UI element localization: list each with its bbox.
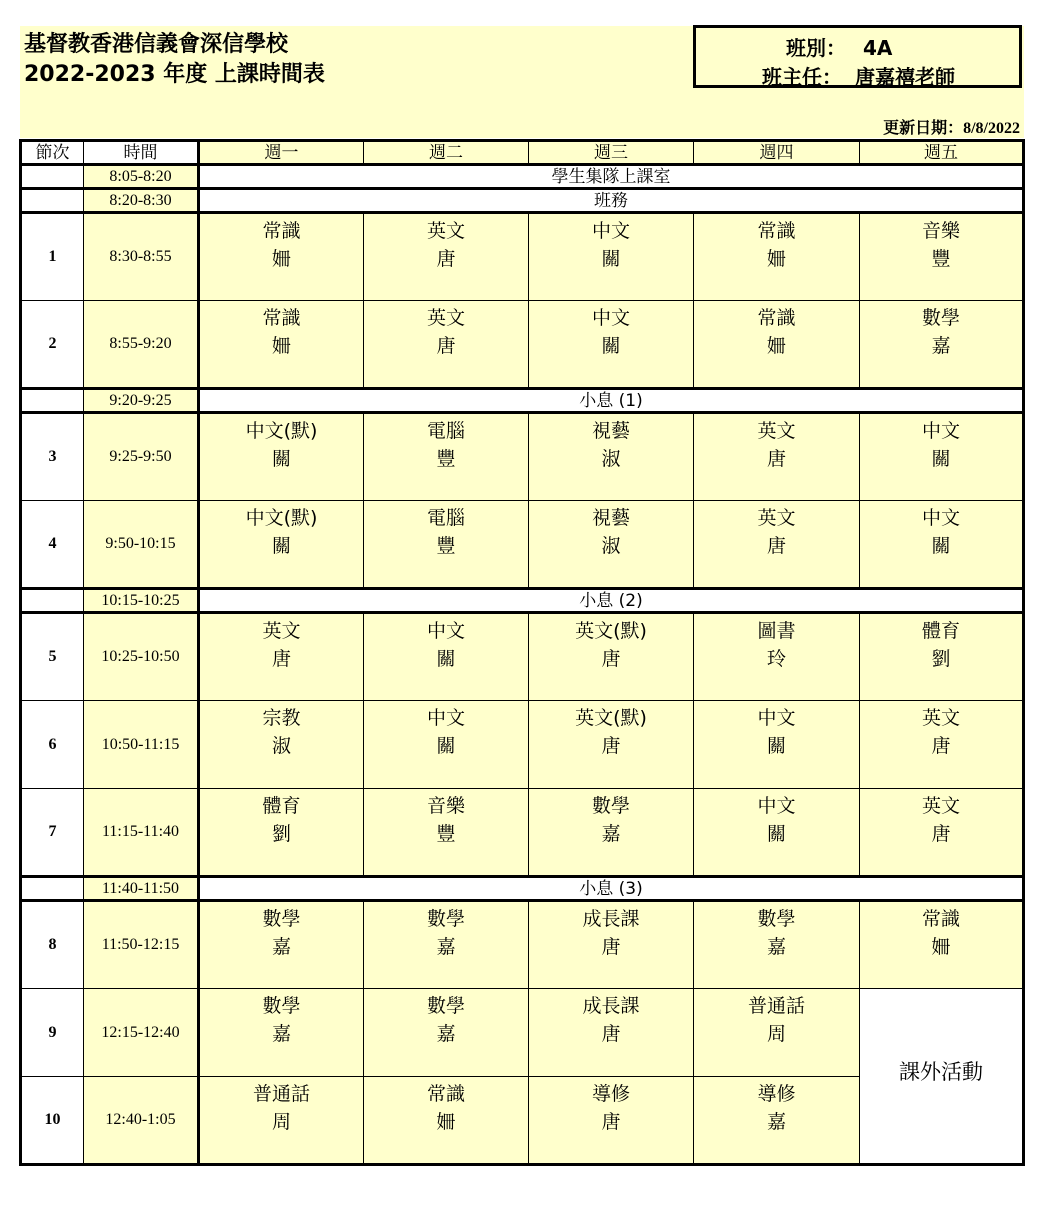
lesson-row bbox=[21, 989, 1024, 1077]
class-label: 班別： bbox=[786, 36, 846, 60]
teacher-name: 玲 bbox=[766, 648, 786, 670]
homeroom-teacher-label: 班主任： bbox=[762, 65, 842, 89]
lesson-cell bbox=[364, 501, 529, 589]
period-number: 6 bbox=[21, 701, 84, 789]
period-number: 9 bbox=[21, 989, 84, 1077]
lesson-cell bbox=[199, 701, 364, 789]
period-column-header: 節次 bbox=[21, 141, 84, 165]
extracurricular-cell: 課外活動 bbox=[860, 989, 1024, 1165]
lesson-cell bbox=[199, 301, 364, 389]
teacher-name: 關 bbox=[766, 735, 786, 757]
day-column-header: 週三 bbox=[529, 141, 694, 165]
time-cell: 8:05-8:20 bbox=[84, 165, 199, 189]
teacher-name: 關 bbox=[271, 448, 291, 470]
lesson-cell bbox=[694, 613, 860, 701]
teacher-name: 關 bbox=[766, 823, 786, 845]
subject-name: 圖書 bbox=[757, 620, 796, 642]
break-label: 班務 bbox=[199, 189, 1024, 213]
subject-name: 體育 bbox=[262, 795, 301, 817]
teacher-name: 豐 bbox=[436, 823, 456, 845]
teacher-name: 關 bbox=[601, 248, 621, 270]
time-cell: 11:15-11:40 bbox=[84, 789, 199, 877]
break-label: 學生集隊上課室 bbox=[199, 165, 1024, 189]
teacher-name: 嘉 bbox=[436, 1023, 456, 1045]
lesson-cell bbox=[860, 789, 1024, 877]
subject-name: 宗教 bbox=[262, 707, 301, 729]
period-number: 10 bbox=[21, 1077, 84, 1165]
subject-name: 中文(默) bbox=[245, 507, 318, 529]
subject-name: 英文 bbox=[426, 220, 465, 242]
teacher-name: 唐 bbox=[601, 1111, 621, 1133]
teacher-name: 姍 bbox=[766, 335, 786, 357]
lesson-row bbox=[21, 613, 1024, 701]
teacher-name: 劉 bbox=[271, 823, 291, 845]
subject-name: 電腦 bbox=[426, 420, 465, 442]
period-cell bbox=[21, 589, 84, 613]
lesson-cell bbox=[860, 901, 1024, 989]
subject-name: 導修 bbox=[757, 1083, 796, 1105]
break-row bbox=[21, 389, 1024, 413]
time-cell: 9:20-9:25 bbox=[84, 389, 199, 413]
teacher-name: 關 bbox=[271, 535, 291, 557]
lesson-cell bbox=[199, 213, 364, 301]
time-cell: 10:15-10:25 bbox=[84, 589, 199, 613]
lesson-cell bbox=[199, 613, 364, 701]
teacher-name: 唐 bbox=[931, 735, 951, 757]
lesson-cell bbox=[199, 901, 364, 989]
subject-name: 數學 bbox=[426, 908, 465, 930]
lesson-cell bbox=[364, 789, 529, 877]
teacher-name: 姍 bbox=[436, 1111, 456, 1133]
subject-name: 英文 bbox=[426, 307, 465, 329]
time-cell: 10:25-10:50 bbox=[84, 613, 199, 701]
subject-name: 中文 bbox=[921, 507, 960, 529]
break-row bbox=[21, 589, 1024, 613]
teacher-name: 豐 bbox=[436, 535, 456, 557]
teacher-name: 姍 bbox=[271, 248, 291, 270]
lesson-cell bbox=[364, 301, 529, 389]
updated-label: 更新日期： bbox=[883, 118, 964, 137]
lesson-cell bbox=[529, 301, 694, 389]
period-cell bbox=[21, 877, 84, 901]
timetable bbox=[19, 139, 1025, 1166]
time-cell: 10:50-11:15 bbox=[84, 701, 199, 789]
lesson-cell bbox=[860, 301, 1024, 389]
subject-name: 普通話 bbox=[747, 995, 805, 1017]
subject-name: 數學 bbox=[757, 908, 796, 930]
lesson-cell bbox=[364, 413, 529, 501]
teacher-name: 唐 bbox=[436, 248, 456, 270]
lesson-cell bbox=[199, 989, 364, 1077]
subject-name: 視藝 bbox=[591, 507, 630, 529]
lesson-cell bbox=[860, 501, 1024, 589]
day-column-header: 週四 bbox=[694, 141, 860, 165]
teacher-name: 唐 bbox=[601, 735, 621, 757]
time-cell: 8:55-9:20 bbox=[84, 301, 199, 389]
teacher-name: 唐 bbox=[271, 648, 291, 670]
period-number: 5 bbox=[21, 613, 84, 701]
period-number: 8 bbox=[21, 901, 84, 989]
lesson-row bbox=[21, 701, 1024, 789]
subject-name: 英文 bbox=[262, 620, 301, 642]
lesson-cell bbox=[199, 1077, 364, 1165]
time-column-header: 時間 bbox=[84, 141, 199, 165]
break-label: 小息 (2) bbox=[199, 589, 1024, 613]
time-cell: 8:30-8:55 bbox=[84, 213, 199, 301]
subject-name: 常識 bbox=[262, 307, 301, 329]
lesson-cell bbox=[199, 789, 364, 877]
lesson-cell bbox=[529, 701, 694, 789]
lesson-cell bbox=[364, 901, 529, 989]
subject-name: 體育 bbox=[921, 620, 960, 642]
subject-name: 英文(默) bbox=[575, 620, 647, 642]
subject-name: 常識 bbox=[757, 307, 796, 329]
subject-name: 普通話 bbox=[252, 1083, 310, 1105]
lesson-cell bbox=[529, 789, 694, 877]
lesson-row bbox=[21, 901, 1024, 989]
teacher-name: 姍 bbox=[931, 936, 951, 958]
time-cell: 9:25-9:50 bbox=[84, 413, 199, 501]
subject-name: 中文(默) bbox=[245, 420, 318, 442]
period-cell bbox=[21, 165, 84, 189]
subject-name: 音樂 bbox=[921, 220, 960, 242]
school-title-block bbox=[24, 30, 325, 90]
lesson-cell bbox=[694, 789, 860, 877]
subject-name: 音樂 bbox=[426, 795, 465, 817]
teacher-name: 嘉 bbox=[271, 1023, 291, 1045]
time-cell: 8:20-8:30 bbox=[84, 189, 199, 213]
teacher-name: 周 bbox=[766, 1023, 786, 1045]
subject-name: 中文 bbox=[591, 307, 630, 329]
lesson-cell bbox=[860, 413, 1024, 501]
day-column-header: 週一 bbox=[199, 141, 364, 165]
lesson-cell bbox=[364, 989, 529, 1077]
lesson-cell bbox=[694, 413, 860, 501]
time-cell: 12:15-12:40 bbox=[84, 989, 199, 1077]
subject-name: 中文 bbox=[426, 707, 465, 729]
lesson-cell bbox=[529, 413, 694, 501]
teacher-name: 姍 bbox=[271, 335, 291, 357]
break-row bbox=[21, 877, 1024, 901]
lesson-cell bbox=[529, 989, 694, 1077]
day-column-header: 週五 bbox=[860, 141, 1024, 165]
time-cell: 12:40-1:05 bbox=[84, 1077, 199, 1165]
lesson-cell bbox=[694, 213, 860, 301]
homeroom-teacher-value: 唐嘉禧老師 bbox=[854, 65, 955, 89]
teacher-name: 唐 bbox=[766, 535, 786, 557]
teacher-name: 唐 bbox=[601, 648, 621, 670]
subject-name: 導修 bbox=[591, 1083, 630, 1105]
subject-name: 數學 bbox=[921, 307, 960, 329]
period-cell bbox=[21, 189, 84, 213]
school-name: 基督教香港信義會深信學校 bbox=[24, 32, 289, 57]
subject-name: 數學 bbox=[426, 995, 465, 1017]
lesson-cell bbox=[199, 413, 364, 501]
class-info-box bbox=[693, 25, 1022, 88]
subject-name: 成長課 bbox=[582, 908, 640, 930]
subject-name: 中文 bbox=[426, 620, 465, 642]
teacher-name: 唐 bbox=[601, 936, 621, 958]
time-cell: 11:40-11:50 bbox=[84, 877, 199, 901]
lesson-cell bbox=[860, 213, 1024, 301]
subject-name: 英文 bbox=[757, 507, 796, 529]
teacher-name: 關 bbox=[601, 335, 621, 357]
time-cell: 11:50-12:15 bbox=[84, 901, 199, 989]
lesson-row bbox=[21, 213, 1024, 301]
lesson-cell bbox=[364, 613, 529, 701]
lesson-cell bbox=[694, 1077, 860, 1165]
lesson-row bbox=[21, 301, 1024, 389]
teacher-name: 唐 bbox=[601, 1023, 621, 1045]
lesson-cell bbox=[860, 701, 1024, 789]
table-header-row bbox=[21, 141, 1024, 165]
subject-name: 英文(默) bbox=[575, 707, 647, 729]
subject-name: 常識 bbox=[426, 1083, 465, 1105]
subject-name: 中文 bbox=[591, 220, 630, 242]
subject-name: 視藝 bbox=[591, 420, 630, 442]
teacher-name: 劉 bbox=[931, 648, 951, 670]
class-value: 4A bbox=[862, 36, 893, 60]
period-number: 2 bbox=[21, 301, 84, 389]
lesson-cell bbox=[694, 989, 860, 1077]
period-number: 1 bbox=[21, 213, 84, 301]
teacher-name: 豐 bbox=[931, 248, 951, 270]
teacher-name: 唐 bbox=[931, 823, 951, 845]
teacher-name: 嘉 bbox=[931, 335, 951, 357]
subject-name: 英文 bbox=[757, 420, 796, 442]
break-label: 小息 (1) bbox=[199, 389, 1024, 413]
break-row bbox=[21, 189, 1024, 213]
break-label: 小息 (3) bbox=[199, 877, 1024, 901]
period-number: 4 bbox=[21, 501, 84, 589]
subject-name: 成長課 bbox=[582, 995, 640, 1017]
teacher-name: 嘉 bbox=[766, 936, 786, 958]
lesson-row bbox=[21, 789, 1024, 877]
teacher-name: 嘉 bbox=[436, 936, 456, 958]
lesson-cell bbox=[529, 901, 694, 989]
teacher-name: 嘉 bbox=[601, 823, 621, 845]
subject-name: 電腦 bbox=[426, 507, 465, 529]
teacher-name: 關 bbox=[931, 535, 951, 557]
subject-name: 常識 bbox=[921, 908, 960, 930]
subject-name: 常識 bbox=[757, 220, 796, 242]
teacher-name: 嘉 bbox=[271, 936, 291, 958]
updated-value: 8/8/2022 bbox=[963, 120, 1020, 137]
lesson-cell bbox=[529, 1077, 694, 1165]
break-row bbox=[21, 165, 1024, 189]
timetable-year-title: 2022-2023 年度 上課時間表 bbox=[24, 62, 325, 87]
teacher-name: 唐 bbox=[766, 448, 786, 470]
subject-name: 數學 bbox=[262, 908, 301, 930]
lesson-cell bbox=[860, 613, 1024, 701]
lesson-cell bbox=[364, 1077, 529, 1165]
subject-name: 英文 bbox=[921, 707, 960, 729]
lesson-cell bbox=[199, 501, 364, 589]
lesson-cell bbox=[694, 701, 860, 789]
teacher-name: 嘉 bbox=[766, 1111, 786, 1133]
teacher-name: 淑 bbox=[601, 448, 621, 470]
lesson-cell bbox=[364, 213, 529, 301]
lesson-row bbox=[21, 501, 1024, 589]
subject-name: 中文 bbox=[921, 420, 960, 442]
subject-name: 英文 bbox=[921, 795, 960, 817]
subject-name: 中文 bbox=[757, 707, 796, 729]
lesson-cell bbox=[529, 501, 694, 589]
lesson-cell bbox=[529, 213, 694, 301]
lesson-cell bbox=[694, 501, 860, 589]
teacher-name: 周 bbox=[271, 1111, 291, 1133]
teacher-name: 唐 bbox=[436, 335, 456, 357]
period-number: 3 bbox=[21, 413, 84, 501]
subject-name: 常識 bbox=[262, 220, 301, 242]
lesson-row bbox=[21, 413, 1024, 501]
day-column-header: 週二 bbox=[364, 141, 529, 165]
period-number: 7 bbox=[21, 789, 84, 877]
subject-name: 中文 bbox=[757, 795, 796, 817]
lesson-cell bbox=[364, 701, 529, 789]
lesson-cell bbox=[529, 613, 694, 701]
teacher-name: 淑 bbox=[601, 535, 621, 557]
teacher-name: 豐 bbox=[436, 448, 456, 470]
teacher-name: 姍 bbox=[766, 248, 786, 270]
period-cell bbox=[21, 389, 84, 413]
teacher-name: 淑 bbox=[271, 735, 291, 757]
lesson-cell bbox=[694, 901, 860, 989]
subject-name: 數學 bbox=[262, 995, 301, 1017]
teacher-name: 關 bbox=[436, 648, 456, 670]
lesson-cell bbox=[694, 301, 860, 389]
teacher-name: 關 bbox=[931, 448, 951, 470]
teacher-name: 關 bbox=[436, 735, 456, 757]
time-cell: 9:50-10:15 bbox=[84, 501, 199, 589]
updated-date bbox=[883, 115, 1020, 138]
subject-name: 數學 bbox=[591, 795, 630, 817]
